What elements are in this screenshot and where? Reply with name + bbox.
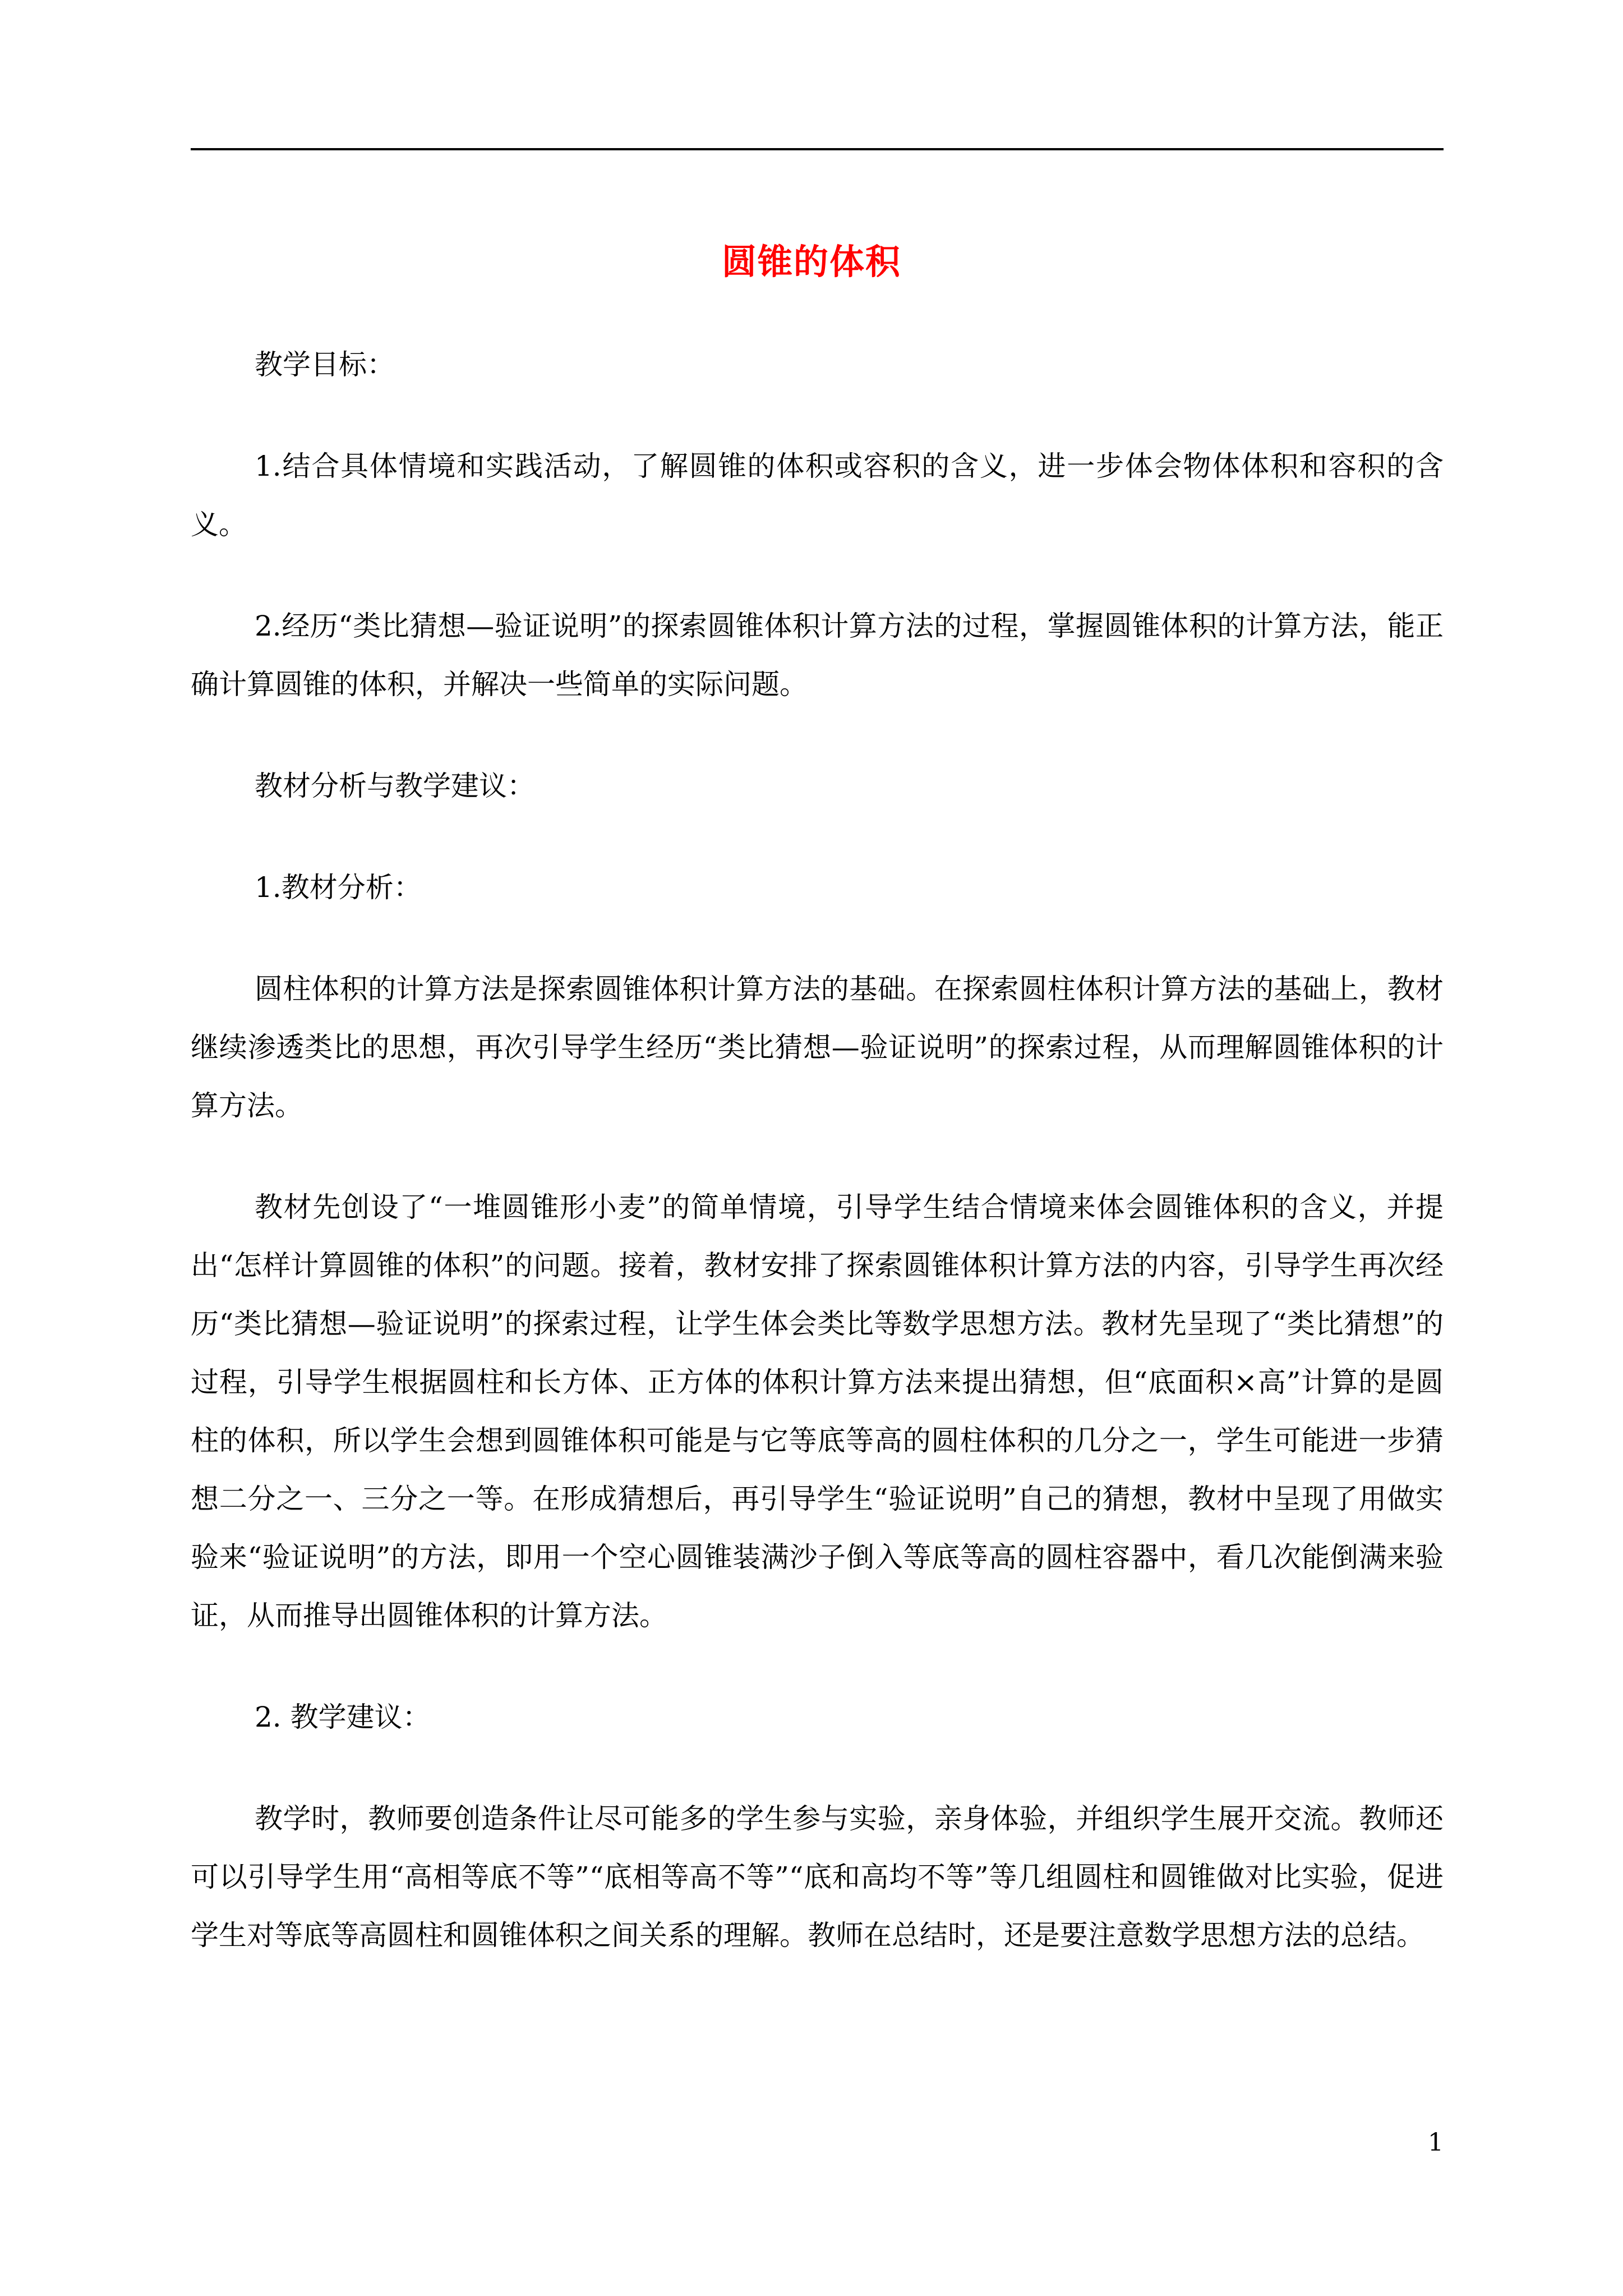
page-title: 圆锥的体积: [721, 241, 901, 282]
paragraph-objective-1: 1.结合具体情境和实践活动，了解圆锥的体积或容积的含义，进一步体会物体体积和容积的含义。: [191, 450, 1444, 541]
document-body: [191, 335, 1444, 2008]
paragraph-suggestion-subheading: 2. 教学建议：: [255, 1701, 431, 1733]
paragraph-analysis-subheading: 1.教材分析：: [255, 871, 422, 904]
paragraph-objective-2: 2.经历“类比猜想—验证说明”的探索圆锥体积计算方法的过程，掌握圆锥体积的计算方法，能正确计算圆锥的体积，并解决一些简单的实际问题。: [191, 610, 1444, 701]
paragraph-analysis-2: 教材先创设了“一堆圆锥形小麦”的简单情境，引导学生结合情境来体会圆锥体积的含义，并提出“怎样计算圆锥的体积”的问题。接着，教材安排了探索圆锥体积计算方法的内容，引导学生再次经历“类比猜想—验证说明”的探索过程，让学生体会类比等数学思想方法。教材先呈现了“类比猜想”的过程，引导学生根据圆柱和长方体、正方体的体积计算方法来提出猜想，但“底面积×高”计算的是圆柱的体积，所以学生会想到圆锥体积可能是与它等底等高的圆柱体积的几分之一，学生可能进一步猜想二分之一、三分之一等。在形成猜想后，再引导学生“验证说明”自己的猜想，教材中呈现了用做实验来“验证说明”的方法，即用一个空心圆锥装满沙子倒入等底等高的圆柱容器中，看几次能倒满来验证，从而推导出圆锥体积的计算方法。: [191, 1191, 1444, 1632]
paragraph-objectives-heading: 教学目标：: [255, 348, 395, 381]
paragraph-analysis-1: 圆柱体积的计算方法是探索圆锥体积计算方法的基础。在探索圆柱体积计算方法的基础上，教材继续渗透类比的思想，再次引导学生经历“类比猜想—验证说明”的探索过程，从而理解圆锥体积的计算方法。: [191, 973, 1444, 1122]
page-number: 1: [1428, 2128, 1444, 2157]
paragraph-analysis-heading: 教材分析与教学建议：: [255, 770, 535, 802]
header-rule: [191, 148, 1444, 150]
paragraph-suggestion-1: 教学时，教师要创造条件让尽可能多的学生参与实验，亲身体验，并组织学生展开交流。教师还可以引导学生用“高相等底不等”“底相等高不等”“底和高均不等”等几组圆柱和圆锥做对比实验，促进学生对等底等高圆柱和圆锥体积之间关系的理解。教师在总结时，还是要注意数学思想方法的总结。: [191, 1802, 1444, 1952]
